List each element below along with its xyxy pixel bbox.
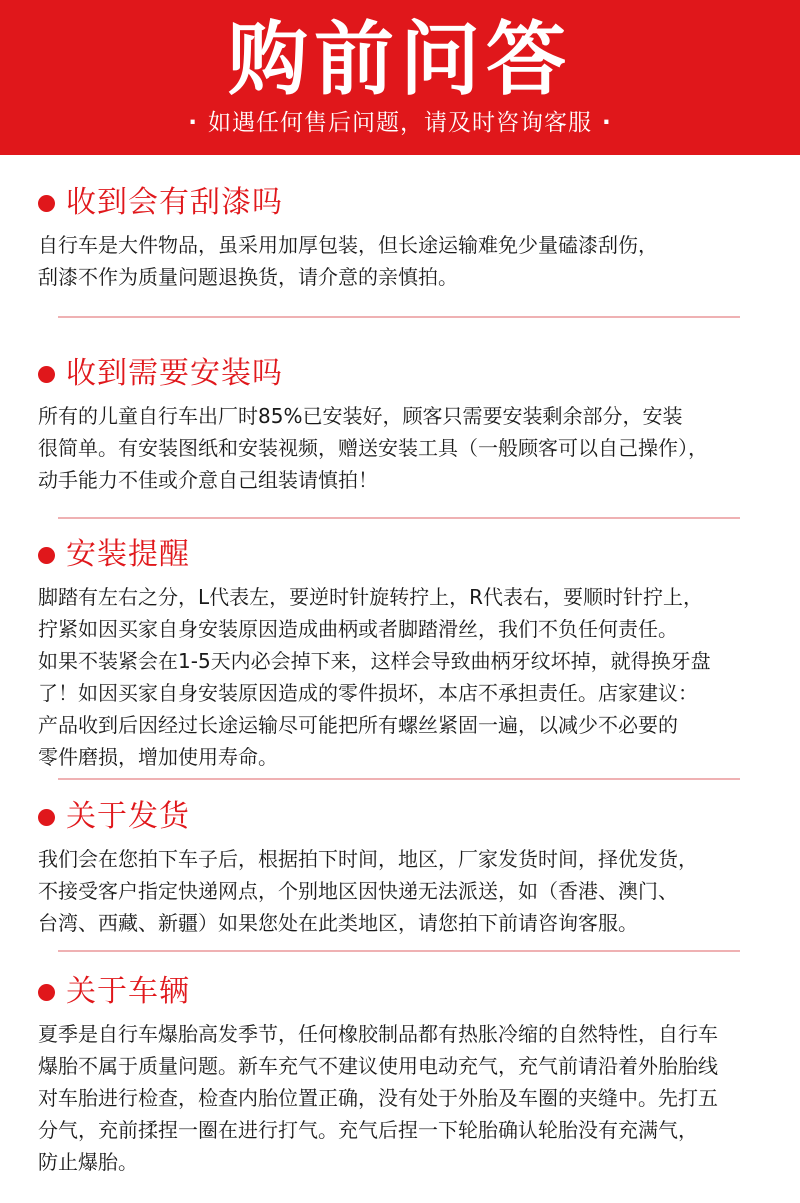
body-line: 防止爆胎。 [38, 1150, 138, 1174]
section-divider [58, 950, 740, 952]
section-divider [58, 316, 740, 318]
body-line: 台湾、西藏、新疆）如果您处在此类地区，请您拍下前请咨询客服。 [38, 911, 638, 935]
section-body [38, 229, 773, 293]
red-dot-icon [38, 809, 55, 826]
red-dot-icon [38, 195, 55, 212]
page-header [0, 0, 800, 155]
section-body [38, 1018, 773, 1178]
section-title: 收到会有刮漆吗 [66, 185, 283, 220]
body-line: 产品收到后因经过长途运输尽可能把所有螺丝紧固一遍，以减少不必要的 [38, 713, 678, 737]
section-divider [58, 778, 740, 780]
section-title: 关于发货 [66, 799, 190, 834]
section-body [38, 400, 773, 496]
body-line: 所有的儿童自行车出厂时85%已安装好，顾客只需要安装剩余部分，安装 [38, 404, 683, 428]
section-body [38, 581, 773, 773]
section-heading [38, 797, 773, 837]
body-line: 夏季是自行车爆胎高发季节，任何橡胶制品都有热胀冷缩的自然特性，自行车 [38, 1022, 718, 1046]
body-line: 自行车是大件物品，虽采用加厚包装，但长途运输难免少量磕漆刮伤， [38, 233, 658, 257]
page-title: 购前问答 [228, 13, 572, 106]
red-dot-icon [38, 984, 55, 1001]
qa-section-shipping [38, 797, 773, 939]
body-line: 对车胎进行检查，检查内胎位置正确，没有处于外胎及车圈的夹缝中。先打五 [38, 1086, 718, 1110]
body-line: 爆胎不属于质量问题。新车充气不建议使用电动充气，充气前请沿着外胎胎线 [38, 1054, 718, 1078]
qa-section-install [38, 354, 773, 496]
section-heading [38, 535, 773, 575]
red-dot-icon [38, 547, 55, 564]
subtitle-text: 如遇任何售后问题，请及时咨询客服 [208, 110, 592, 136]
subtitle-dot-right: · [602, 110, 612, 136]
section-title: 关于车辆 [66, 974, 190, 1009]
body-line: 刮漆不作为质量问题退换货，请介意的亲慎拍。 [38, 265, 458, 289]
section-title: 安装提醒 [66, 537, 190, 572]
body-line: 如果不装紧会在1-5天内必会掉下来，这样会导致曲柄牙纹坏掉，就得换牙盘 [38, 649, 711, 673]
subtitle-dot-left: · [188, 110, 198, 136]
body-line: 动手能力不佳或介意自己组装请慎拍！ [38, 468, 378, 492]
body-line: 很简单。有安装图纸和安装视频，赠送安装工具（一般顾客可以自己操作）， [38, 436, 708, 460]
body-line: 拧紧如因买家自身安装原因造成曲柄或者脚踏滑丝，我们不负任何责任。 [38, 617, 678, 641]
body-line: 零件磨损，增加使用寿命。 [38, 745, 278, 769]
section-heading [38, 972, 773, 1012]
section-divider [58, 517, 740, 519]
qa-section-scratch [38, 183, 773, 293]
qa-section-vehicle [38, 972, 773, 1178]
page-subtitle [0, 106, 800, 140]
qa-section-reminder [38, 535, 773, 773]
body-line: 我们会在您拍下车子后，根据拍下时间，地区，厂家发货时间，择优发货， [38, 847, 698, 871]
section-title: 收到需要安装吗 [66, 356, 283, 391]
section-body [38, 843, 773, 939]
body-line: 脚踏有左右之分，L代表左，要逆时针旋转拧上，R代表右，要顺时针拧上， [38, 585, 704, 609]
body-line: 分气，充前揉捏一圈在进行打气。充气后捏一下轮胎确认轮胎没有充满气， [38, 1118, 698, 1142]
body-line: 了！如因买家自身安装原因造成的零件损坏，本店不承担责任。店家建议： [38, 681, 698, 705]
section-heading [38, 354, 773, 394]
red-dot-icon [38, 366, 55, 383]
section-heading [38, 183, 773, 223]
body-line: 不接受客户指定快递网点，个别地区因快递无法派送，如（香港、澳门、 [38, 879, 678, 903]
